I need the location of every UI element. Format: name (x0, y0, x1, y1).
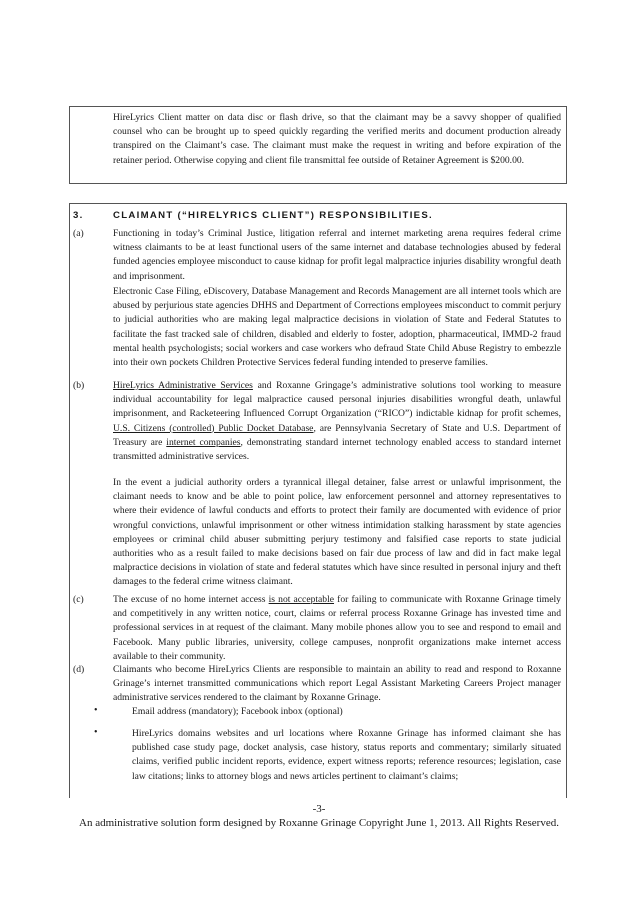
item-b-label: (b) (73, 380, 85, 391)
bullet-icon: • (94, 705, 98, 716)
item-a-label: (a) (73, 228, 84, 239)
copyright-footer: An administrative solution form designed by Roxanne Grinage Copyright June 1, 2013. All Rights Reserved. (79, 817, 559, 829)
page-number: -3- (312, 803, 326, 815)
internet-companies-link[interactable]: internet companies (166, 436, 241, 448)
bullet-icon: • (94, 727, 98, 738)
item-d-label: (d) (73, 664, 85, 675)
bullet-item-email: Email address (mandatory); Facebook inbox (optional) (132, 706, 343, 717)
item-b-text-3: , demonstrating standard internet technology enabled access to standard internet transmitted administrative services. (113, 436, 561, 463)
hirelyrics-services-link[interactable]: HireLyrics Administrative Services (113, 380, 253, 391)
item-b-paragraph-1 (113, 379, 561, 464)
item-a-paragraph-2: Electronic Case Filing, eDiscovery, Database Management and Records Management are all internet tools which are abused by perjurious state agencies DHHS and Department of Corrections employees misconduct to commit perjury to judicial authorities who are making legal malpractice decisions in violation of State and Federal Statutes to facilitate the fast tracked sale of children, disabled and elderly to foster, adoption, pharmaceutical, IMMD-2 fraud mental health psychologists; social workers and case workers who defraud State Child Abuse Registry to embezzle into their own pockets Children Protective Services federal funding intended to preserve families. (113, 286, 561, 369)
item-c-label: (c) (73, 594, 84, 605)
item-d-paragraph: Claimants who become HireLyrics Clients are responsible to maintain an ability to read and respond to Roxanne Grinage’s internet transmitted communications which report Legal Assistant Marketing Careers Project manager administrative services rendered to the claimant by Roxanne Grinage. (113, 664, 561, 704)
item-b-text-2: , are Pennsylvania Secretary of State and U.S. Department of Treasury are (113, 422, 561, 448)
bullet-item-domains: HireLyrics domains websites and url locations where Roxanne Grinage has informed claimant she has published case study page, docket analysis, case history, status reports and commentary; similarly situated claims, verified public incident reports, evidence, expert witness reports; reference resources; legislation, case law citations; links to attorney blogs and news articles pertinent to claimant’s claims; (132, 728, 561, 782)
retainer-text: HireLyrics Client matter on data disc or flash drive, so that the claimant may be a savvy shopper of qualified counsel who can be brought up to speed quickly regarding the verified merits and document production already transpired on the Claimant’s case. The claimant must make the request in writing and before expiration of the retainer period. Otherwise copying and client file transmittal fee outside of Retainer Agreement is $200.00. (113, 112, 561, 166)
public-docket-database-link[interactable]: U.S. Citizens (controlled) Public Docket Database (113, 422, 314, 434)
not-acceptable-text: is not acceptable (268, 594, 335, 605)
item-c-text-1: The excuse of no home internet access (113, 594, 269, 605)
item-c-text-2: for failing to communicate with Roxanne Grinage timely and competitively in any written notice, court, claims or referral process Roxanne Grinage has invested time and professional services in at request of the claimant. Many mobile phones allow you to see and respond to email and Facebook. Many public libraries, university, college campuses, nonprofit organizations make internet access available to their community. (113, 594, 561, 662)
section-title: CLAIMANT (“HIRELYRICS CLIENT”) RESPONSIBILITIES. (113, 210, 434, 221)
item-b-paragraph-2: In the event a judicial authority orders a tyrannical illegal detainer, false arrest or unlawful imprisonment, the claimant needs to know and be able to point police, law enforcement personnel and attorney representatives to where their evidence of lawful conducts and efforts to protect their family are documented with evidence of prior wrongful convictions, unlawful imprisonment or other witness intimidation stalking harassment by state agencies employees or criminal child abuser submitting perjury testimony and falsified case reports to state judicial authorities who as a result failed to make decisions based on fair due process of law and did in fact make legal malpractice decisions in violation of state and federal statutes which have since resulted in personal injury and theft damages to the federal crime witness claimant. (113, 477, 561, 588)
item-b-text-1: and Roxanne Gringage’s administrative solutions tool working to measure individual accountability for legal malpractice caused personal injuries disabilities wrongful death, unlawful imprisonment, and Racketeering Influenced Corrupt Organization (“RICO”) indictable kidnap for profit schemes, (113, 380, 561, 420)
item-a-paragraph-1: Functioning in today’s Criminal Justice, litigation referral and internet marketing arena requires federal crime witness claimants to be at least functional users of the same internet and database technologies abused by federal funded agencies employee misconduct to cause kidnap for profit legal malpractice injuries disability wrongful death and imprisonment. (113, 228, 561, 282)
item-c-paragraph (113, 593, 561, 664)
section-number: 3. (73, 210, 84, 221)
